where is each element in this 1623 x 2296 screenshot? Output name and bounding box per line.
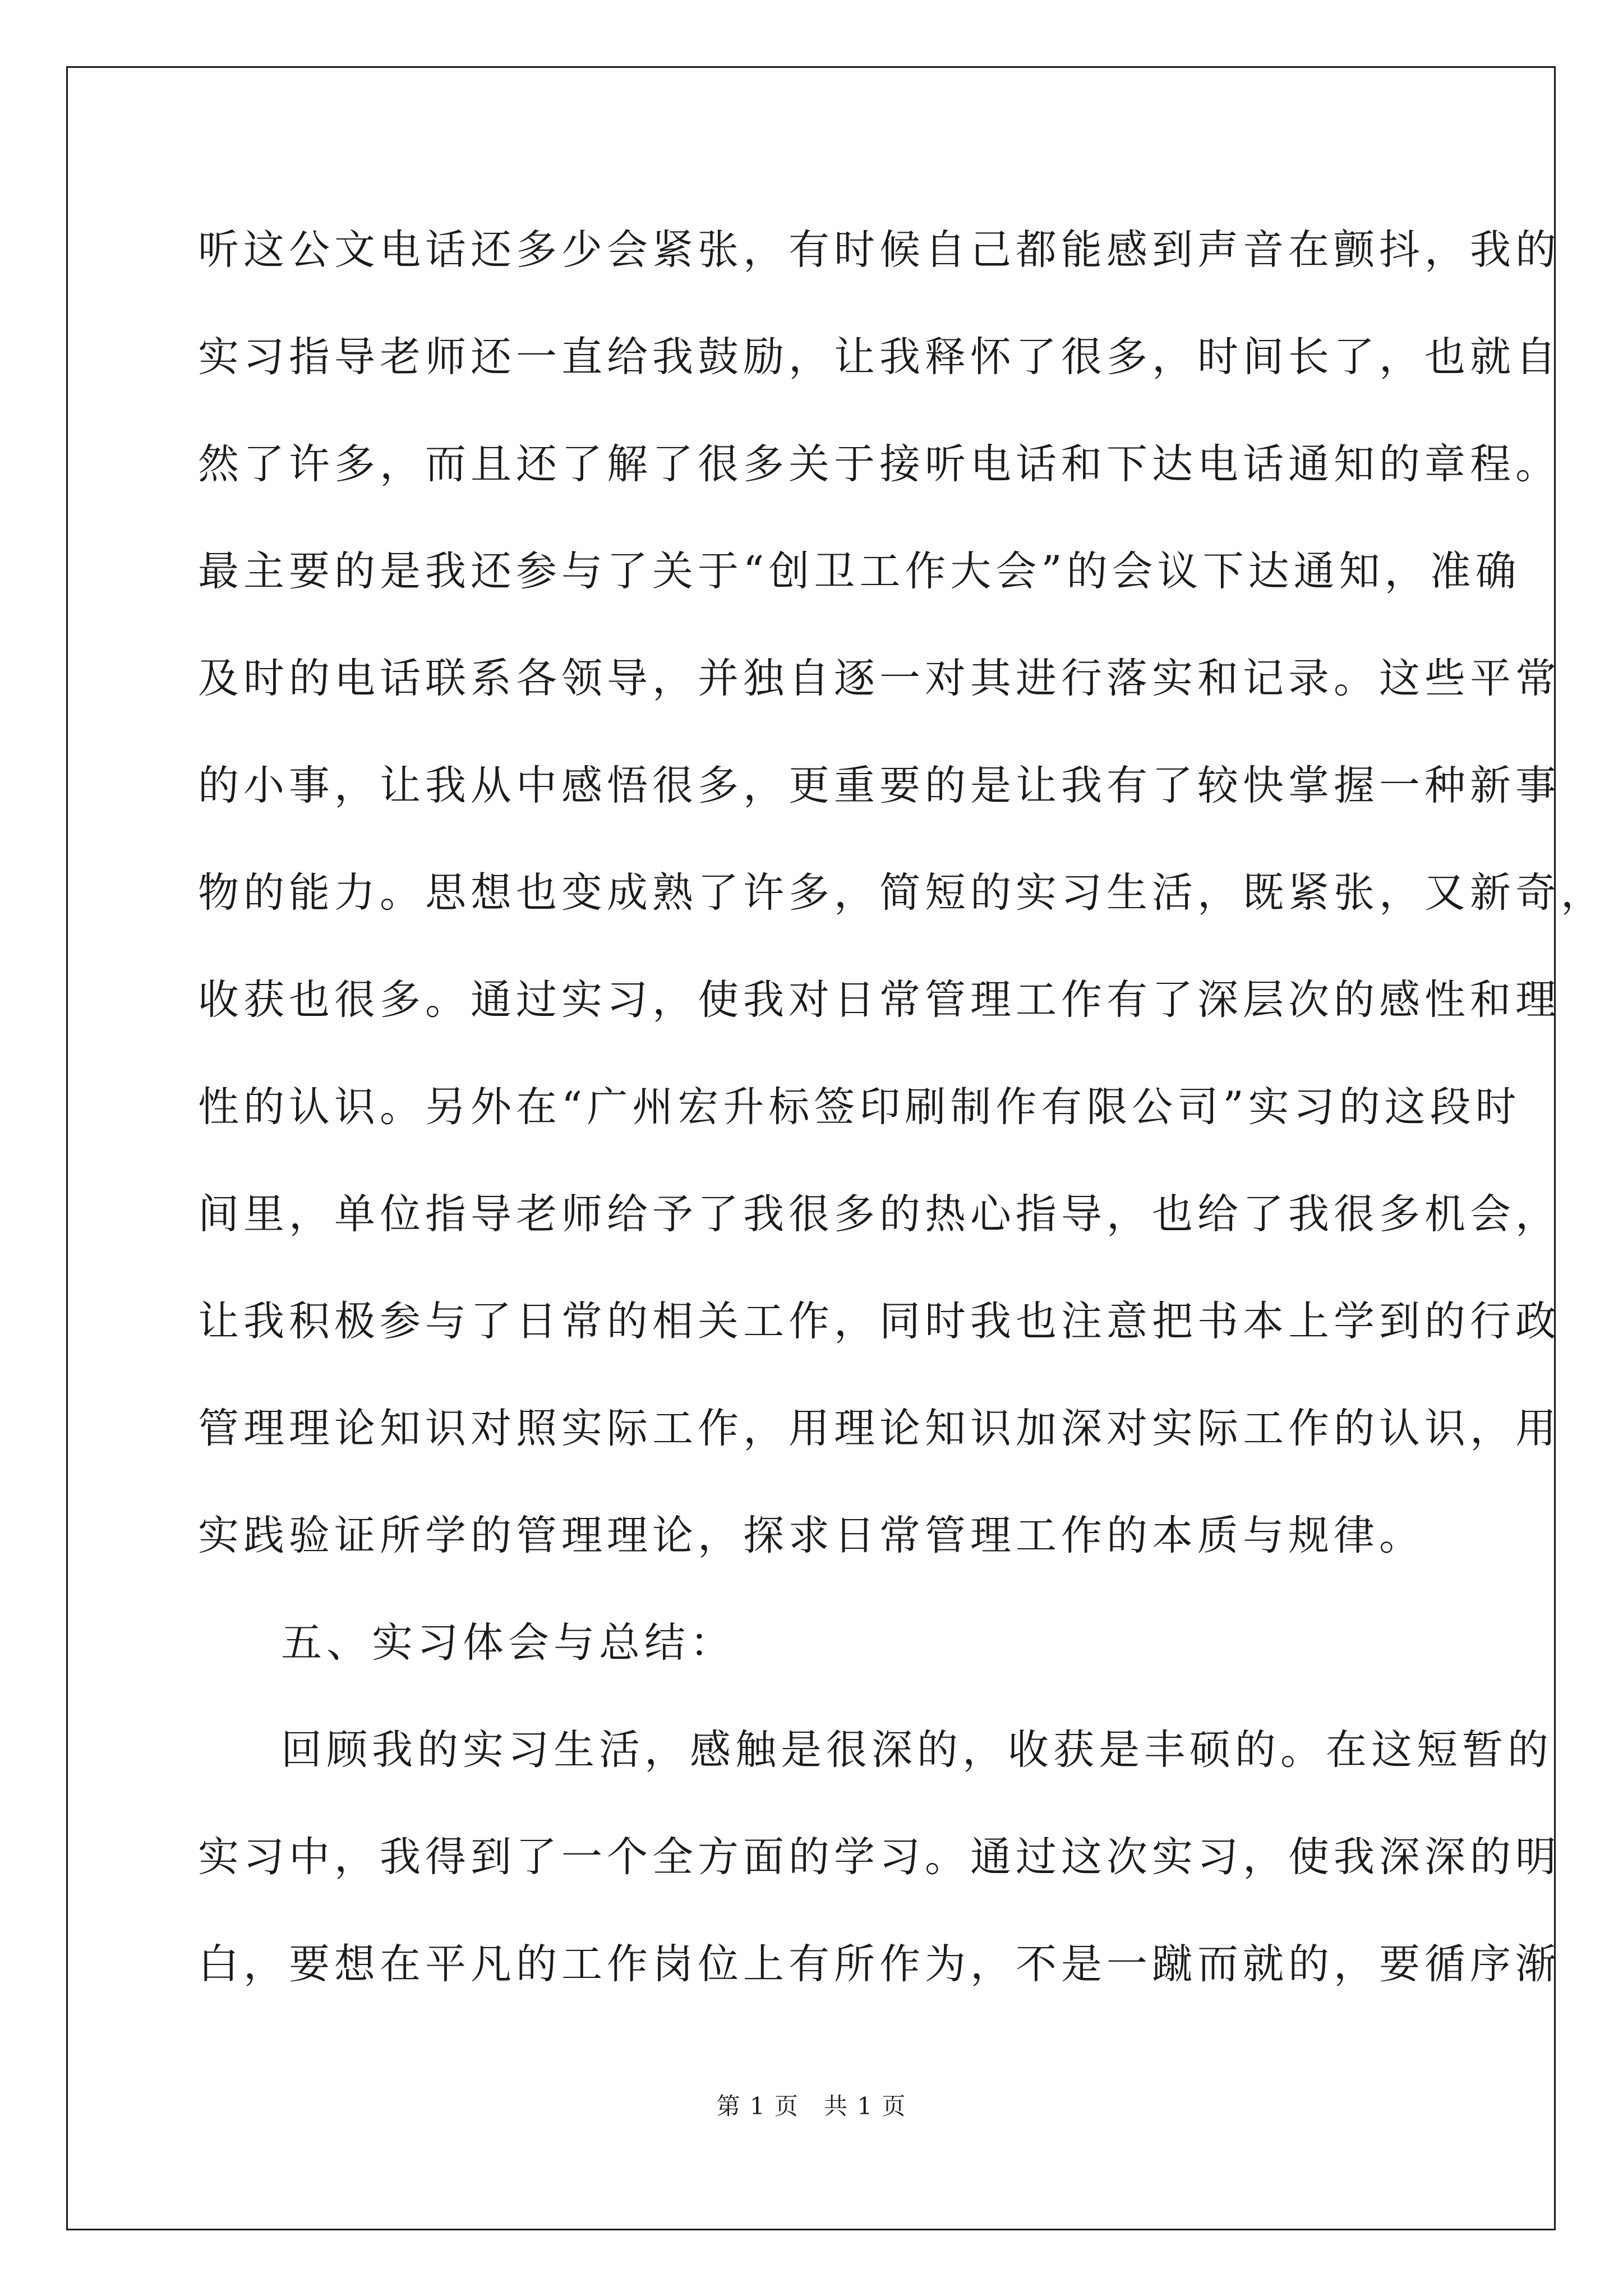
document-body bbox=[198, 196, 1606, 2018]
text-line: 性的认识。另外在“广州宏升标签印刷制作有限公司”实习的这段时 bbox=[198, 1083, 1521, 1131]
text-line: 及时的电话联系各领导，并独自逐一对其进行落实和记录。这些平常 bbox=[198, 655, 1561, 702]
text-line: 收获也很多。通过实习，使我对日常管理工作有了深层次的感性和理 bbox=[198, 976, 1561, 1024]
text-line: 管理理论知识对照实际工作，用理论知识加深对实际工作的认识，用 bbox=[198, 1405, 1561, 1452]
section-heading: 五、实习体会与总结： bbox=[281, 1619, 735, 1667]
text-line: 然了许多，而且还了解了很多关于接听电话和下达电话通知的章程。 bbox=[198, 440, 1561, 488]
text-line: 物的能力。思想也变成熟了许多，简短的实习生活，既紧张，又新奇， bbox=[198, 869, 1606, 917]
text-line: 的小事，让我从中感悟很多，更重要的是让我有了较快掌握一种新事 bbox=[198, 762, 1561, 809]
text-line: 最主要的是我还参与了关于“创卫工作大会”的会议下达通知，准确 bbox=[198, 547, 1521, 595]
text-line: 回顾我的实习生活，感触是很深的，收获是丰硕的。在这短暂的 bbox=[281, 1726, 1553, 1774]
text-line: 让我积极参与了日常的相关工作，同时我也注意把书本上学到的行政 bbox=[198, 1297, 1561, 1345]
text-line: 实践验证所学的管理理论，探求日常管理工作的本质与规律。 bbox=[198, 1512, 1424, 1559]
text-line: 实习中，我得到了一个全方面的学习。通过这次实习，使我深深的明 bbox=[198, 1833, 1561, 1881]
text-line: 实习指导老师还一直给我鼓励，让我释怀了很多，时间长了，也就自 bbox=[198, 333, 1561, 381]
text-line: 白，要想在平凡的工作岗位上有所作为，不是一蹴而就的，要循序渐 bbox=[198, 1940, 1561, 1988]
text-line: 听这公文电话还多少会紧张，有时候自己都能感到声音在颤抖，我的 bbox=[198, 226, 1561, 274]
page-number: 第 1 页 共 1 页 bbox=[716, 2092, 907, 2120]
text-line: 间里，单位指导老师给予了我很多的热心指导，也给了我很多机会， bbox=[198, 1190, 1561, 1238]
